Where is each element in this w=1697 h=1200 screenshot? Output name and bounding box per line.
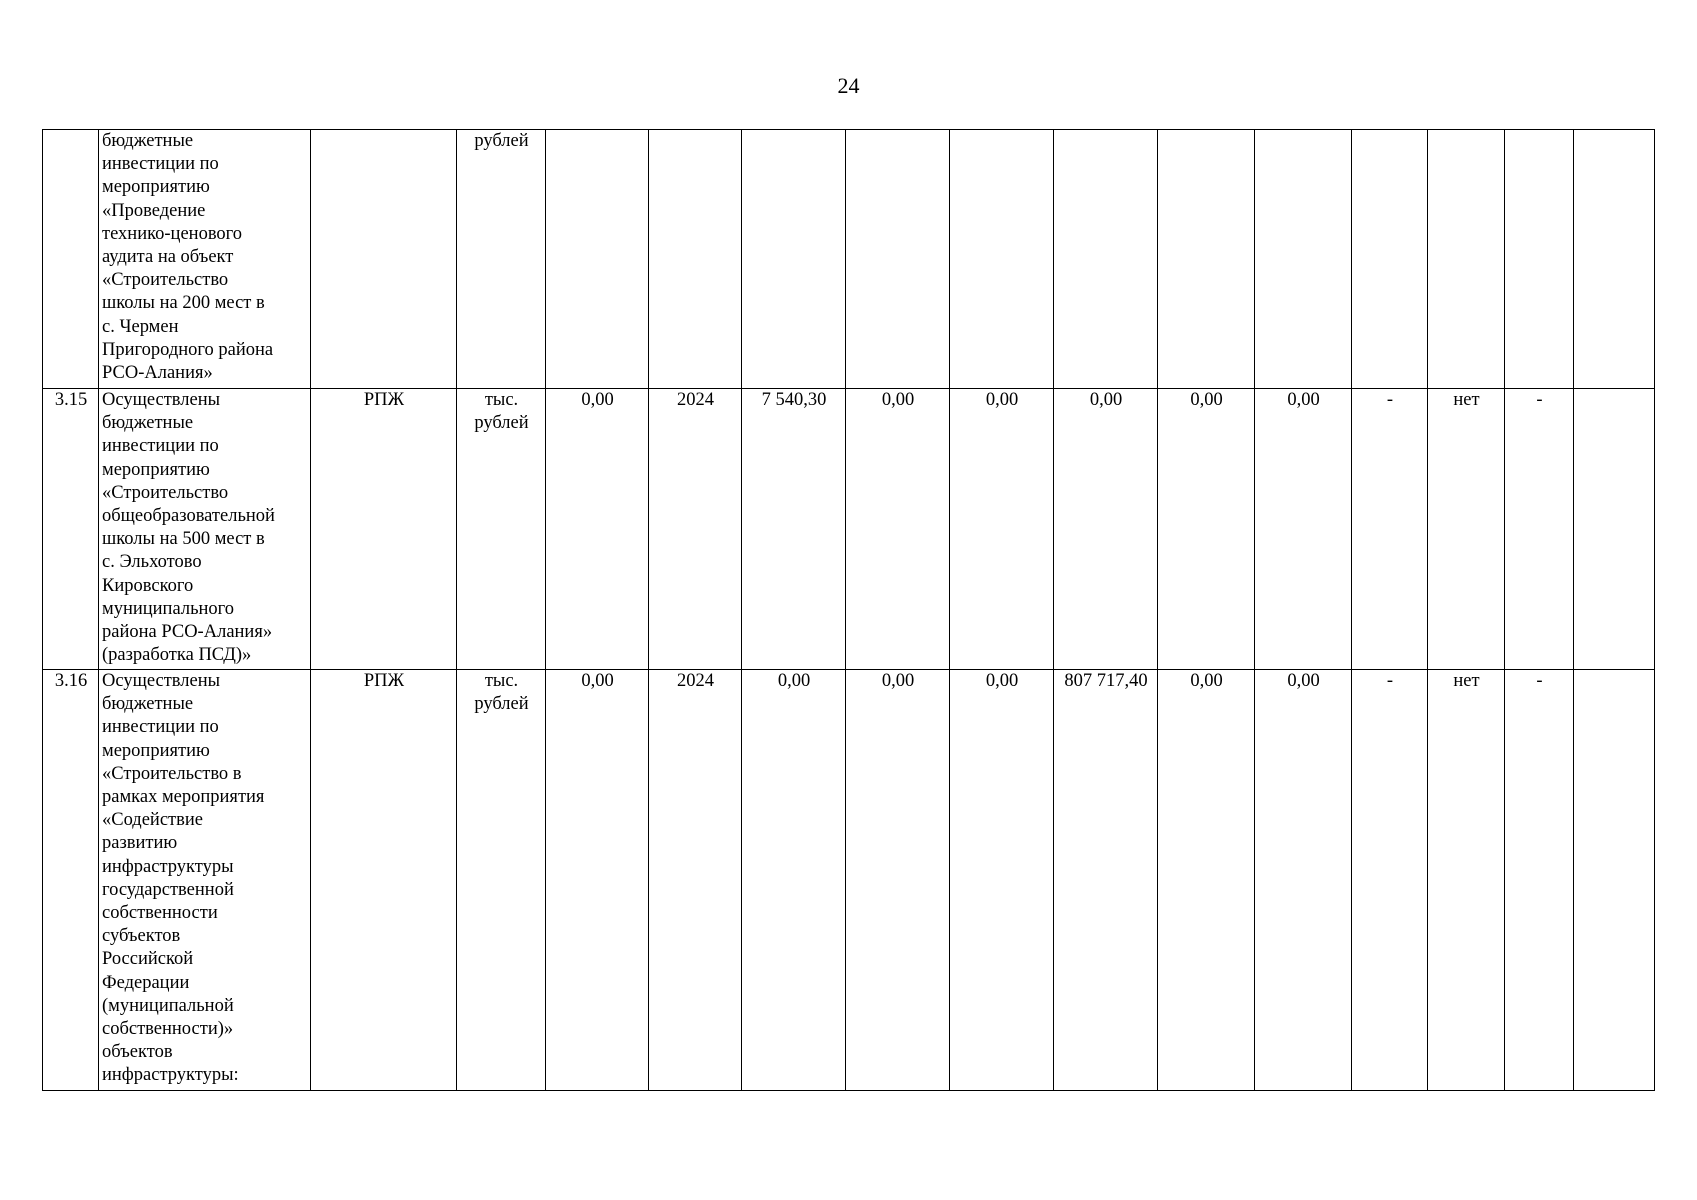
activity-name-line: «Строительство <box>102 482 229 503</box>
value-base-cell <box>546 130 649 389</box>
activity-name-line: собственности)» <box>102 1019 234 1040</box>
unit-cell <box>457 389 546 670</box>
value-2024-cell <box>742 130 846 389</box>
activity-name-line: Осуществлены <box>102 390 221 410</box>
activity-name-line: бюджетные <box>102 413 194 434</box>
activity-name-line: Кировского <box>102 575 194 596</box>
activity-name-line: бюджетные <box>102 131 194 151</box>
activity-name-line: Российской <box>102 949 194 970</box>
activity-name-line: субъектов <box>102 926 181 947</box>
activity-name-line: Пригородного района <box>102 339 274 360</box>
value-2028-cell: 0,00 <box>1158 670 1255 1091</box>
value-2024-cell: 7 540,30 <box>742 389 846 670</box>
value-2029-cell: 0,00 <box>1255 389 1352 670</box>
empty-cell <box>1574 670 1655 1091</box>
activity-name-line: района РСО-Алания» <box>102 622 273 643</box>
value-2027-cell: 807 717,40 <box>1054 670 1158 1091</box>
empty-cell <box>1574 130 1655 389</box>
activity-name-line: инвестиции по <box>102 717 219 738</box>
activity-name-line: «Проведение <box>102 200 206 221</box>
row-number-cell <box>43 130 99 389</box>
dash-cell: - <box>1352 670 1428 1091</box>
budget-investment-table <box>42 129 1655 1091</box>
value-2027-cell: 0,00 <box>1054 389 1158 670</box>
value-2029-cell <box>1255 130 1352 389</box>
responsible-cell: РПЖ <box>311 389 457 670</box>
value-2026-cell: 0,00 <box>950 670 1054 1091</box>
activity-name-line: объектов <box>102 1042 173 1063</box>
dash-cell-2: - <box>1505 389 1574 670</box>
activity-name-line: собственности <box>102 903 218 924</box>
activity-name-line: Федерации <box>102 972 190 993</box>
activity-name-line: «Строительство в <box>102 763 242 784</box>
activity-name-line: мероприятию <box>102 177 210 198</box>
dash-cell: - <box>1352 389 1428 670</box>
activity-name-line: инфраструктуры: <box>102 1065 239 1086</box>
unit-cell <box>457 130 546 389</box>
table-row <box>43 130 1655 389</box>
dash-cell-2: - <box>1505 670 1574 1091</box>
unit-line: тыс. <box>484 671 519 691</box>
activity-name-line: рамках мероприятия <box>102 787 265 808</box>
value-2026-cell <box>950 130 1054 389</box>
activity-name-line: технико-ценового <box>102 223 243 244</box>
activity-name-line: мероприятию <box>102 459 210 480</box>
activity-name-line: (разработка ПСД)» <box>102 645 252 666</box>
row-number-cell: 3.15 <box>43 389 99 670</box>
table-row <box>43 670 1655 1091</box>
activity-name-line: инвестиции по <box>102 154 219 175</box>
responsible-cell: РПЖ <box>311 670 457 1091</box>
year-cell: 2024 <box>649 389 742 670</box>
activity-name-line: школы на 500 мест в <box>102 529 265 550</box>
unit-line: рублей <box>474 131 529 151</box>
activity-name-cell <box>99 670 311 1091</box>
activity-name-line: «Строительство <box>102 270 229 291</box>
activity-name-line: бюджетные <box>102 694 194 715</box>
responsible-cell <box>311 130 457 389</box>
activity-name-line: инфраструктуры <box>102 856 234 877</box>
activity-name-line: «Содействие <box>102 810 203 831</box>
dash-cell <box>1352 130 1428 389</box>
activity-name-line: общеобразовательной <box>102 506 275 527</box>
page-number: 24 <box>837 73 860 98</box>
value-2026-cell: 0,00 <box>950 389 1054 670</box>
flag-cell: нет <box>1428 670 1505 1091</box>
value-2024-cell: 0,00 <box>742 670 846 1091</box>
value-2028-cell <box>1158 130 1255 389</box>
value-base-cell: 0,00 <box>546 670 649 1091</box>
activity-name-line: развитию <box>102 833 178 854</box>
activity-name-line: РСО-Алания» <box>102 363 213 384</box>
activity-name-line: инвестиции по <box>102 436 219 457</box>
unit-cell <box>457 670 546 1091</box>
activity-name-line: с. Эльхотово <box>102 552 202 573</box>
unit-line: тыс. <box>484 390 519 410</box>
activity-name-cell <box>99 130 311 389</box>
value-2028-cell: 0,00 <box>1158 389 1255 670</box>
value-2025-cell: 0,00 <box>846 389 950 670</box>
year-cell: 2024 <box>649 670 742 1091</box>
unit-line: рублей <box>474 413 529 434</box>
activity-name-line: (муниципальной <box>102 995 234 1016</box>
unit-line: рублей <box>474 694 529 715</box>
empty-cell <box>1574 389 1655 670</box>
activity-name-line: государственной <box>102 879 234 900</box>
year-cell <box>649 130 742 389</box>
activity-name-line: с. Чермен <box>102 316 179 337</box>
value-2025-cell <box>846 130 950 389</box>
activity-name-line: мероприятию <box>102 740 210 761</box>
activity-name-line: школы на 200 мест в <box>102 293 265 314</box>
flag-cell: нет <box>1428 389 1505 670</box>
activity-name-line: муниципального <box>102 598 235 619</box>
value-2027-cell <box>1054 130 1158 389</box>
value-2025-cell: 0,00 <box>846 670 950 1091</box>
activity-name-line: аудита на объект <box>102 247 234 268</box>
value-base-cell: 0,00 <box>546 389 649 670</box>
table-row <box>43 389 1655 670</box>
value-2029-cell: 0,00 <box>1255 670 1352 1091</box>
flag-cell <box>1428 130 1505 389</box>
activity-name-line: Осуществлены <box>102 671 221 691</box>
row-number-cell: 3.16 <box>43 670 99 1091</box>
activity-name-cell <box>99 389 311 670</box>
dash-cell-2 <box>1505 130 1574 389</box>
